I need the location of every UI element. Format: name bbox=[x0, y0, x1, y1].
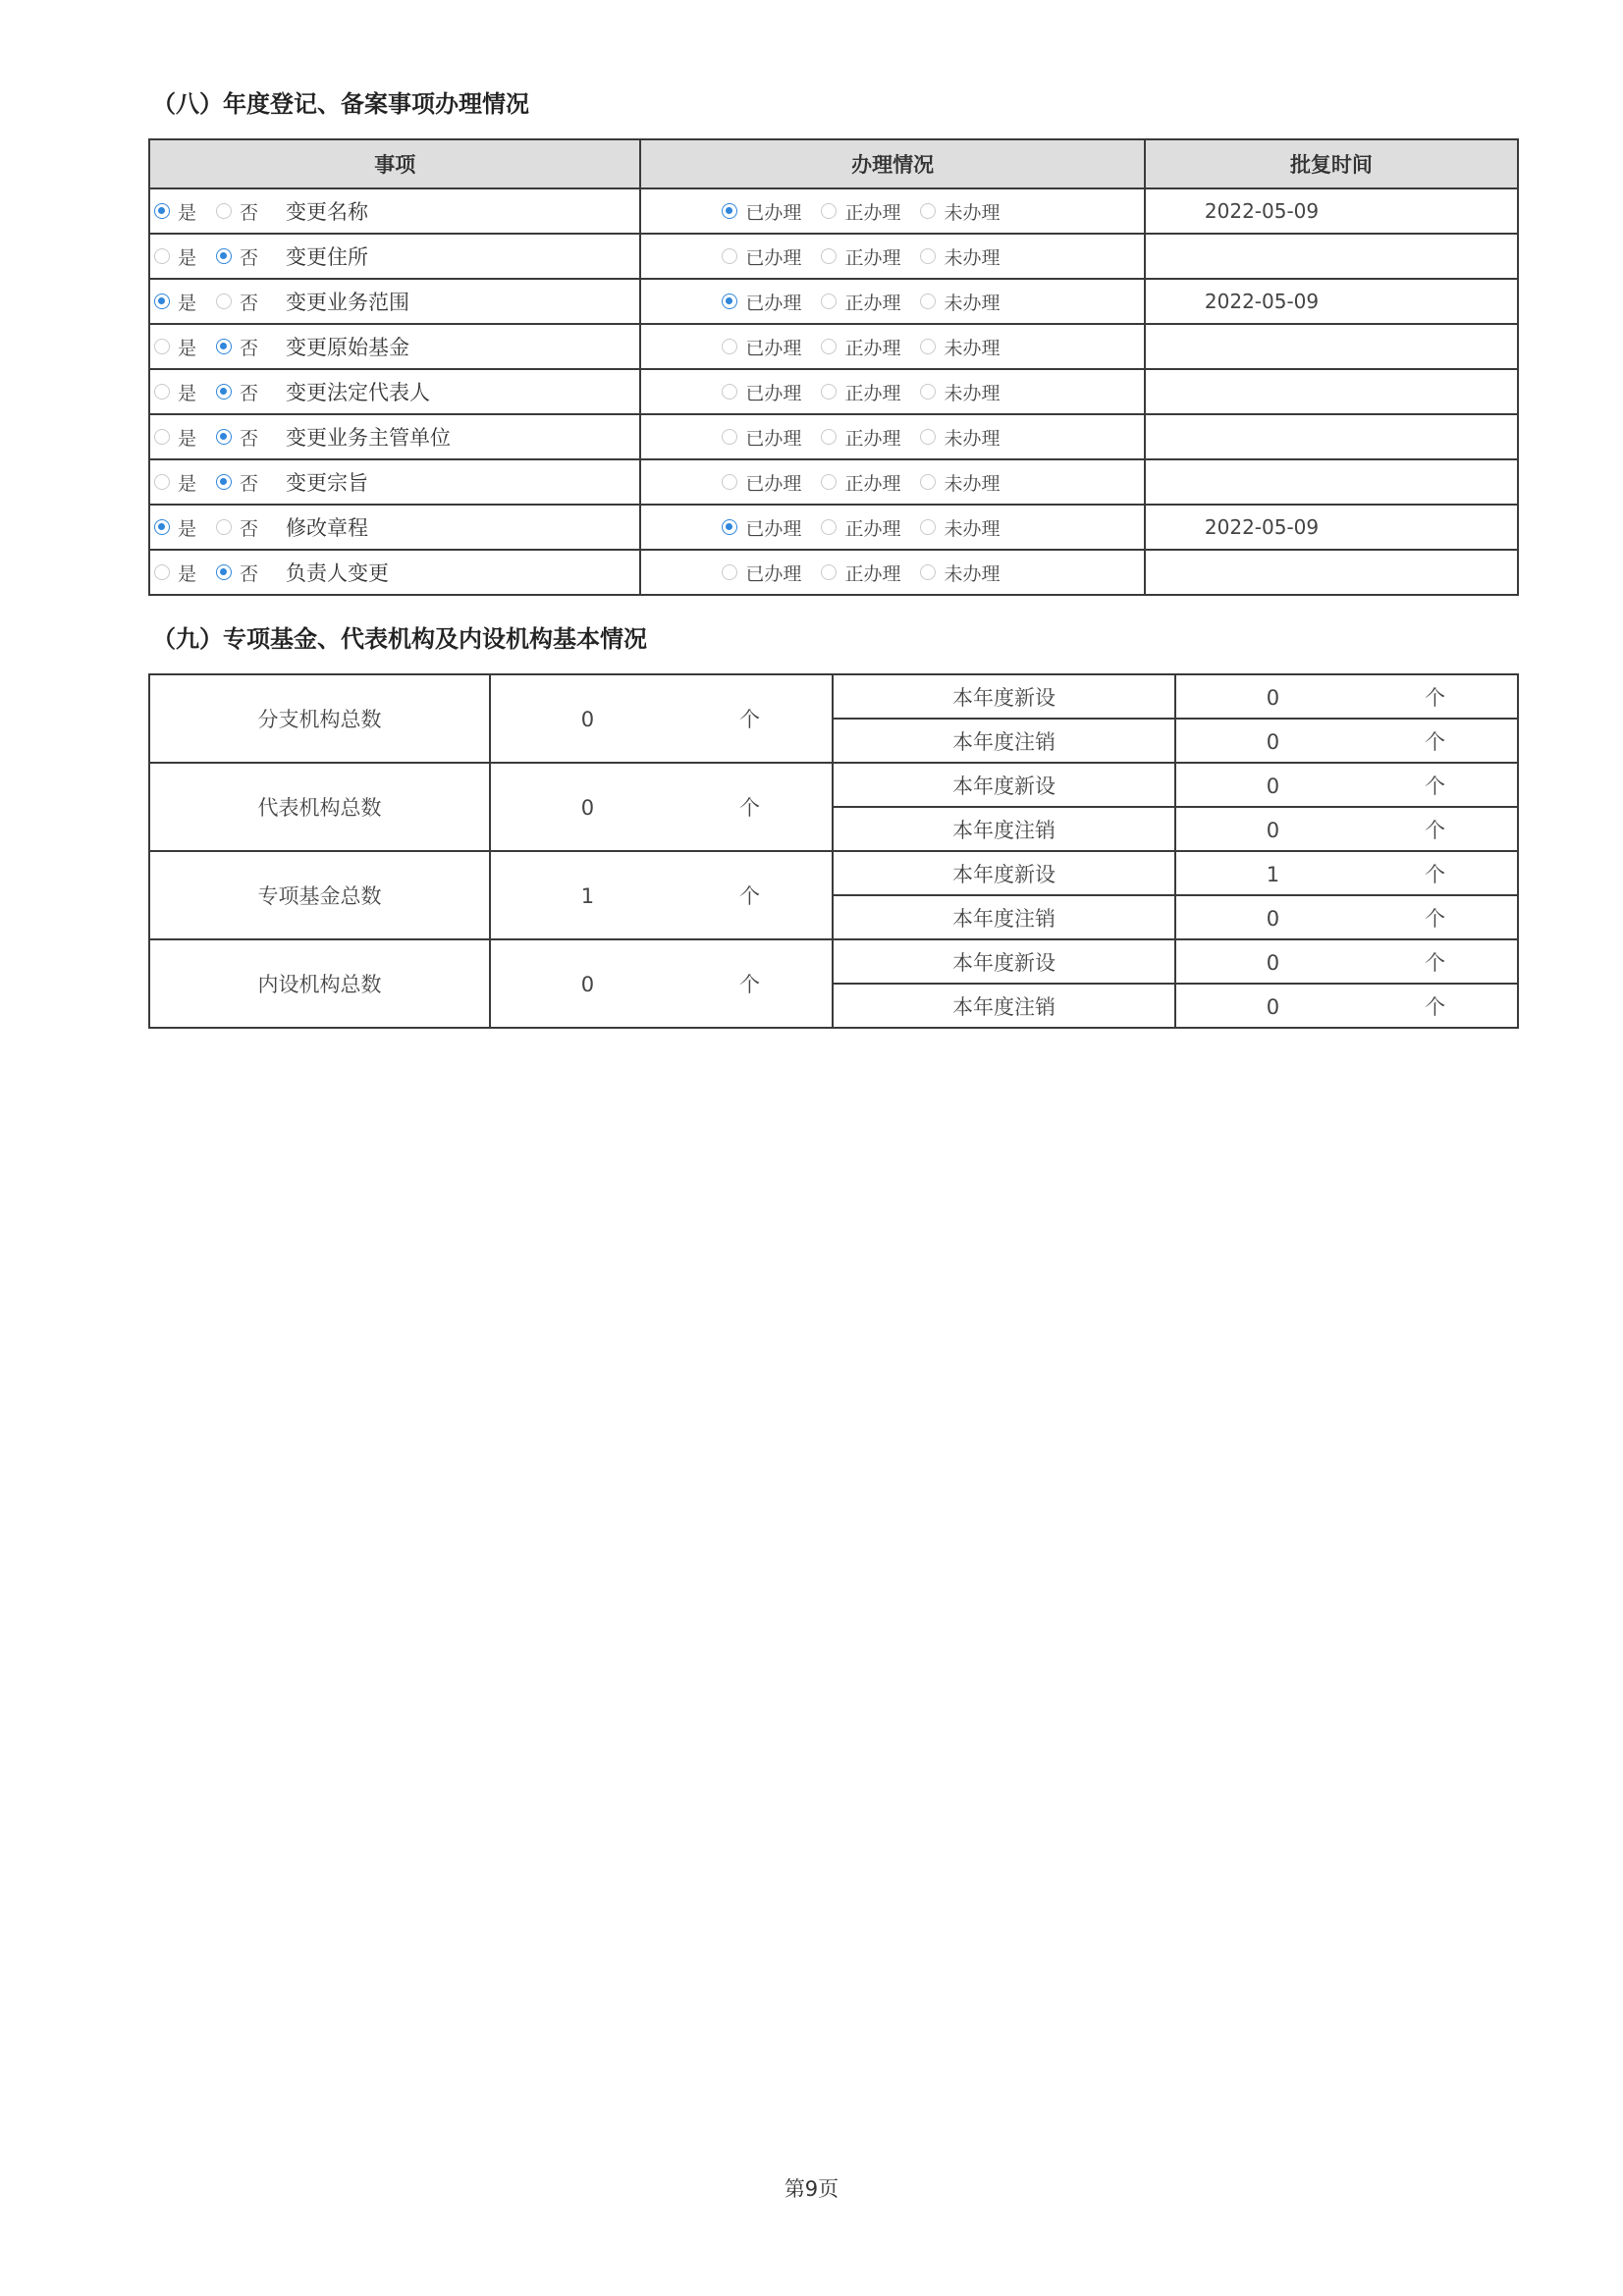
cancel-value: 0 bbox=[1266, 994, 1280, 1019]
group-name: 代表机构总数 bbox=[149, 763, 490, 851]
header-item: 事项 bbox=[149, 139, 640, 188]
unit-label: 个 bbox=[1424, 818, 1445, 842]
no-radio[interactable] bbox=[216, 384, 232, 400]
status-label: 正办理 bbox=[844, 201, 901, 224]
cancel-label: 本年度注销 bbox=[833, 719, 1175, 763]
no-label: 否 bbox=[240, 382, 259, 404]
no-label: 否 bbox=[240, 246, 259, 269]
table-row bbox=[149, 459, 1518, 505]
cancel-label: 本年度注销 bbox=[833, 807, 1175, 851]
unit-label: 个 bbox=[1424, 906, 1445, 931]
status-cell bbox=[640, 369, 1144, 414]
cancel-count bbox=[1175, 984, 1518, 1028]
status-label: 未办理 bbox=[944, 517, 1001, 540]
status-option bbox=[821, 334, 900, 360]
approval-time: 2022-05-09 bbox=[1145, 279, 1518, 324]
status-label: 未办理 bbox=[944, 246, 1001, 269]
unit-label: 个 bbox=[738, 884, 760, 908]
status-option bbox=[821, 424, 900, 451]
new-count bbox=[1175, 939, 1518, 984]
status-radio[interactable] bbox=[821, 294, 837, 309]
cancel-value: 0 bbox=[1266, 729, 1280, 754]
yes-label: 是 bbox=[178, 337, 197, 359]
status-option bbox=[920, 289, 1000, 315]
status-label: 正办理 bbox=[844, 292, 901, 314]
total-value: 0 bbox=[580, 973, 595, 996]
item-name: 变更业务主管单位 bbox=[286, 426, 452, 450]
no-option bbox=[216, 243, 258, 270]
unit-label: 个 bbox=[1424, 862, 1445, 886]
unit-label: 个 bbox=[738, 973, 760, 996]
yes-option bbox=[154, 379, 196, 405]
yes-radio[interactable] bbox=[154, 519, 170, 535]
cancel-count bbox=[1175, 719, 1518, 763]
no-radio[interactable] bbox=[216, 339, 232, 354]
status-radio[interactable] bbox=[722, 339, 737, 354]
status-option bbox=[821, 243, 900, 270]
cancel-count bbox=[1175, 895, 1518, 939]
unit-label: 个 bbox=[1424, 729, 1445, 754]
status-cell bbox=[640, 324, 1144, 369]
new-label: 本年度新设 bbox=[833, 674, 1175, 719]
status-radio[interactable] bbox=[821, 474, 837, 490]
yes-option bbox=[154, 424, 196, 451]
status-option bbox=[722, 424, 801, 451]
status-cell bbox=[640, 234, 1144, 279]
total-value: 1 bbox=[580, 884, 595, 908]
status-radio[interactable] bbox=[920, 294, 936, 309]
status-cell bbox=[640, 505, 1144, 550]
status-radio[interactable] bbox=[722, 384, 737, 400]
status-radio[interactable] bbox=[722, 519, 737, 535]
no-radio[interactable] bbox=[216, 564, 232, 580]
item-name: 变更住所 bbox=[286, 245, 369, 269]
yes-label: 是 bbox=[178, 201, 197, 224]
section-9-title: （九）专项基金、代表机构及内设机构基本情况 bbox=[152, 625, 647, 653]
item-name: 变更名称 bbox=[286, 200, 369, 224]
status-option bbox=[722, 334, 801, 360]
item-name: 修改章程 bbox=[286, 516, 369, 540]
cancel-value: 0 bbox=[1266, 818, 1280, 842]
item-cell bbox=[149, 369, 640, 414]
unit-label: 个 bbox=[738, 796, 760, 820]
no-radio[interactable] bbox=[216, 429, 232, 445]
yes-option bbox=[154, 334, 196, 360]
status-option bbox=[722, 560, 801, 586]
total-value: 0 bbox=[580, 708, 595, 731]
new-label: 本年度新设 bbox=[833, 939, 1175, 984]
unit-label: 个 bbox=[1424, 950, 1445, 975]
table-row bbox=[149, 414, 1518, 459]
status-option bbox=[722, 289, 801, 315]
status-label: 正办理 bbox=[844, 382, 901, 404]
item-name: 变更宗旨 bbox=[286, 471, 369, 495]
group-total bbox=[490, 851, 833, 939]
item-cell bbox=[149, 550, 640, 595]
status-option bbox=[821, 198, 900, 225]
cancel-count bbox=[1175, 807, 1518, 851]
table-row bbox=[149, 279, 1518, 324]
status-label: 未办理 bbox=[944, 382, 1001, 404]
item-cell bbox=[149, 459, 640, 505]
table-row bbox=[149, 188, 1518, 234]
status-option bbox=[821, 289, 900, 315]
total-value: 0 bbox=[580, 796, 595, 820]
status-option bbox=[920, 334, 1000, 360]
registration-matters-table bbox=[148, 138, 1519, 596]
yes-label: 是 bbox=[178, 562, 197, 585]
status-label: 已办理 bbox=[745, 517, 802, 540]
approval-time bbox=[1145, 550, 1518, 595]
status-label: 已办理 bbox=[745, 472, 802, 495]
status-label: 已办理 bbox=[745, 201, 802, 224]
status-radio[interactable] bbox=[821, 429, 837, 445]
item-cell bbox=[149, 505, 640, 550]
table-row bbox=[149, 674, 1518, 719]
item-cell bbox=[149, 188, 640, 234]
status-option bbox=[722, 514, 801, 541]
item-name: 变更法定代表人 bbox=[286, 381, 431, 404]
status-option bbox=[722, 379, 801, 405]
status-label: 未办理 bbox=[944, 472, 1001, 495]
status-label: 正办理 bbox=[844, 427, 901, 450]
yes-option bbox=[154, 560, 196, 586]
section-8-title: （八）年度登记、备案事项办理情况 bbox=[152, 90, 529, 118]
status-label: 已办理 bbox=[745, 292, 802, 314]
new-count bbox=[1175, 674, 1518, 719]
no-option bbox=[216, 514, 258, 541]
item-name: 负责人变更 bbox=[286, 561, 390, 585]
item-cell bbox=[149, 234, 640, 279]
status-label: 未办理 bbox=[944, 292, 1001, 314]
new-value: 0 bbox=[1266, 685, 1280, 710]
cancel-label: 本年度注销 bbox=[833, 895, 1175, 939]
status-label: 已办理 bbox=[745, 427, 802, 450]
yes-label: 是 bbox=[178, 292, 197, 314]
table-row bbox=[149, 851, 1518, 895]
yes-radio[interactable] bbox=[154, 429, 170, 445]
status-radio[interactable] bbox=[722, 564, 737, 580]
table-row bbox=[149, 234, 1518, 279]
new-label: 本年度新设 bbox=[833, 851, 1175, 895]
status-radio[interactable] bbox=[821, 564, 837, 580]
group-total bbox=[490, 674, 833, 763]
status-option bbox=[821, 379, 900, 405]
status-label: 未办理 bbox=[944, 337, 1001, 359]
status-label: 已办理 bbox=[745, 382, 802, 404]
item-cell bbox=[149, 324, 640, 369]
no-option bbox=[216, 424, 258, 451]
yes-label: 是 bbox=[178, 427, 197, 450]
table-row bbox=[149, 369, 1518, 414]
new-value: 1 bbox=[1266, 862, 1280, 886]
status-radio[interactable] bbox=[821, 339, 837, 354]
status-radio[interactable] bbox=[821, 248, 837, 264]
status-cell bbox=[640, 459, 1144, 505]
no-label: 否 bbox=[240, 201, 259, 224]
no-label: 否 bbox=[240, 292, 259, 314]
status-option bbox=[920, 424, 1000, 451]
no-option bbox=[216, 469, 258, 496]
status-radio[interactable] bbox=[722, 474, 737, 490]
status-radio[interactable] bbox=[722, 294, 737, 309]
no-label: 否 bbox=[240, 562, 259, 585]
yes-option bbox=[154, 243, 196, 270]
unit-label: 个 bbox=[1424, 685, 1445, 710]
new-count bbox=[1175, 851, 1518, 895]
status-label: 已办理 bbox=[745, 562, 802, 585]
item-cell bbox=[149, 414, 640, 459]
unit-label: 个 bbox=[1424, 994, 1445, 1019]
status-option bbox=[722, 243, 801, 270]
unit-label: 个 bbox=[1424, 774, 1445, 798]
no-radio[interactable] bbox=[216, 203, 232, 219]
no-option bbox=[216, 334, 258, 360]
status-radio[interactable] bbox=[920, 339, 936, 354]
no-label: 否 bbox=[240, 427, 259, 450]
new-label: 本年度新设 bbox=[833, 763, 1175, 807]
status-radio[interactable] bbox=[821, 203, 837, 219]
header-time: 批复时间 bbox=[1145, 139, 1518, 188]
status-radio[interactable] bbox=[821, 384, 837, 400]
status-label: 未办理 bbox=[944, 427, 1001, 450]
status-radio[interactable] bbox=[821, 519, 837, 535]
item-cell bbox=[149, 279, 640, 324]
approval-time bbox=[1145, 324, 1518, 369]
table-row bbox=[149, 324, 1518, 369]
approval-time bbox=[1145, 459, 1518, 505]
item-name: 变更业务范围 bbox=[286, 291, 410, 314]
unit-label: 个 bbox=[738, 708, 760, 731]
table-row bbox=[149, 939, 1518, 984]
table-row bbox=[149, 505, 1518, 550]
yes-radio[interactable] bbox=[154, 339, 170, 354]
status-label: 已办理 bbox=[745, 337, 802, 359]
no-option bbox=[216, 289, 258, 315]
status-option bbox=[920, 514, 1000, 541]
yes-radio[interactable] bbox=[154, 248, 170, 264]
status-radio[interactable] bbox=[920, 248, 936, 264]
table-row bbox=[149, 550, 1518, 595]
yes-radio[interactable] bbox=[154, 384, 170, 400]
yes-option bbox=[154, 514, 196, 541]
no-radio[interactable] bbox=[216, 474, 232, 490]
cancel-value: 0 bbox=[1266, 906, 1280, 931]
status-option bbox=[821, 469, 900, 496]
approval-time bbox=[1145, 369, 1518, 414]
group-name: 分支机构总数 bbox=[149, 674, 490, 763]
status-radio[interactable] bbox=[920, 203, 936, 219]
status-option bbox=[821, 514, 900, 541]
group-name: 内设机构总数 bbox=[149, 939, 490, 1028]
yes-option bbox=[154, 289, 196, 315]
approval-time: 2022-05-09 bbox=[1145, 188, 1518, 234]
item-name: 变更原始基金 bbox=[286, 336, 410, 359]
yes-label: 是 bbox=[178, 472, 197, 495]
status-label: 未办理 bbox=[944, 201, 1001, 224]
yes-radio[interactable] bbox=[154, 474, 170, 490]
yes-radio[interactable] bbox=[154, 203, 170, 219]
status-radio[interactable] bbox=[920, 429, 936, 445]
status-option bbox=[722, 198, 801, 225]
no-label: 否 bbox=[240, 517, 259, 540]
status-cell bbox=[640, 279, 1144, 324]
no-label: 否 bbox=[240, 472, 259, 495]
group-total bbox=[490, 939, 833, 1028]
new-value: 0 bbox=[1266, 774, 1280, 798]
institutions-table bbox=[148, 673, 1519, 1029]
status-label: 正办理 bbox=[844, 472, 901, 495]
no-option bbox=[216, 560, 258, 586]
status-option bbox=[920, 560, 1000, 586]
status-radio[interactable] bbox=[722, 203, 737, 219]
status-cell bbox=[640, 550, 1144, 595]
status-radio[interactable] bbox=[722, 429, 737, 445]
status-option bbox=[920, 469, 1000, 496]
no-option bbox=[216, 379, 258, 405]
no-option bbox=[216, 198, 258, 225]
approval-time: 2022-05-09 bbox=[1145, 505, 1518, 550]
no-radio[interactable] bbox=[216, 294, 232, 309]
status-option bbox=[920, 198, 1000, 225]
new-count bbox=[1175, 763, 1518, 807]
status-option bbox=[821, 560, 900, 586]
status-option bbox=[722, 469, 801, 496]
yes-label: 是 bbox=[178, 246, 197, 269]
status-label: 正办理 bbox=[844, 562, 901, 585]
approval-time bbox=[1145, 414, 1518, 459]
group-total bbox=[490, 763, 833, 851]
no-label: 否 bbox=[240, 337, 259, 359]
table-header-row bbox=[149, 139, 1518, 188]
status-option bbox=[920, 243, 1000, 270]
status-radio[interactable] bbox=[722, 248, 737, 264]
yes-option bbox=[154, 198, 196, 225]
yes-label: 是 bbox=[178, 382, 197, 404]
yes-radio[interactable] bbox=[154, 294, 170, 309]
page-number: 第9页 bbox=[784, 2177, 839, 2201]
yes-radio[interactable] bbox=[154, 564, 170, 580]
status-option bbox=[920, 379, 1000, 405]
table-row bbox=[149, 763, 1518, 807]
cancel-label: 本年度注销 bbox=[833, 984, 1175, 1028]
status-radio[interactable] bbox=[920, 474, 936, 490]
status-label: 已办理 bbox=[745, 246, 802, 269]
status-radio[interactable] bbox=[920, 384, 936, 400]
status-radio[interactable] bbox=[920, 519, 936, 535]
no-radio[interactable] bbox=[216, 519, 232, 535]
status-label: 未办理 bbox=[944, 562, 1001, 585]
status-label: 正办理 bbox=[844, 337, 901, 359]
header-status: 办理情况 bbox=[640, 139, 1144, 188]
status-radio[interactable] bbox=[920, 564, 936, 580]
status-label: 正办理 bbox=[844, 517, 901, 540]
new-value: 0 bbox=[1266, 950, 1280, 975]
yes-option bbox=[154, 469, 196, 496]
yes-label: 是 bbox=[178, 517, 197, 540]
status-label: 正办理 bbox=[844, 246, 901, 269]
approval-time bbox=[1145, 234, 1518, 279]
status-cell bbox=[640, 188, 1144, 234]
status-cell bbox=[640, 414, 1144, 459]
no-radio[interactable] bbox=[216, 248, 232, 264]
group-name: 专项基金总数 bbox=[149, 851, 490, 939]
